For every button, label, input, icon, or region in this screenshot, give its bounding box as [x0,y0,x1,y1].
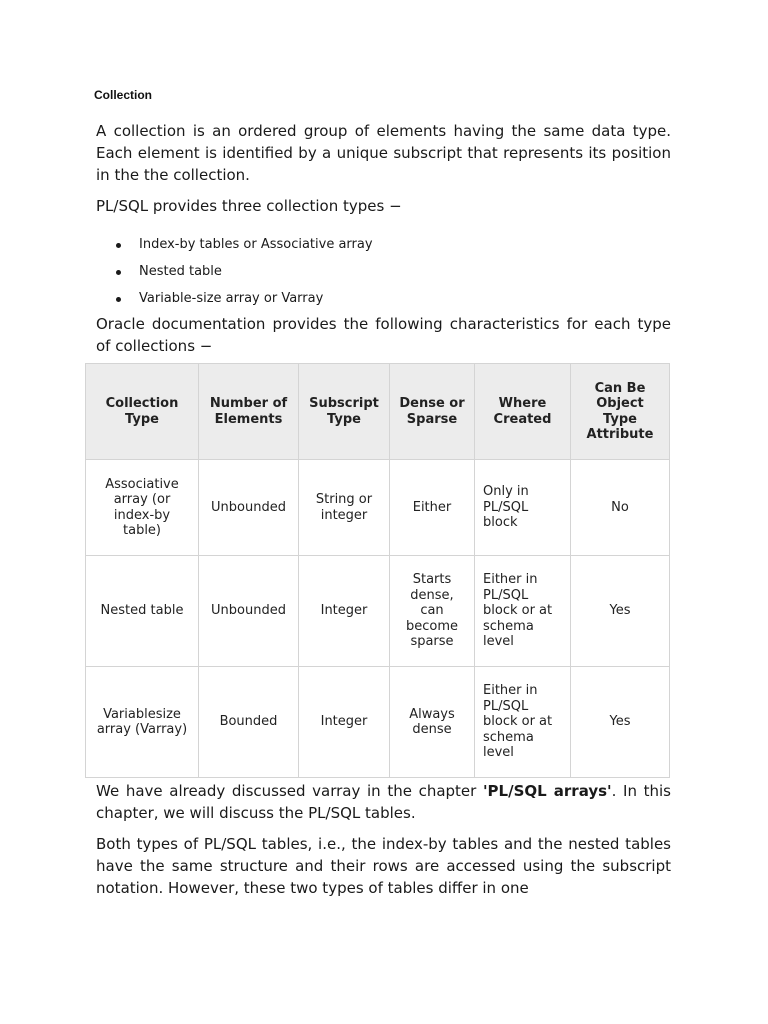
table-cell: Integer [299,556,390,667]
table-cell: Either in PL/SQL block or at schema level [475,667,571,778]
varray-chapter-link-text: 'PL/SQL arrays' [482,782,612,800]
header-collection-type: Collection Type [86,364,199,460]
header-number-of-elements: Number of Elements [199,364,299,460]
table-cell: Either in PL/SQL block or at schema level [475,556,571,667]
table-cell: Either [390,460,475,556]
section-heading: Collection [94,88,153,102]
types-intro-paragraph: PL/SQL provides three collection types − [96,197,402,215]
header-where-created: Where Created [475,364,571,460]
header-subscript-type: Subscript Type [299,364,390,460]
bullet-icon [116,243,121,248]
table-row [86,667,670,778]
table-cell: Nested table [86,556,199,667]
table-cell: Associative array (or index-by table) [86,460,199,556]
list-item [114,289,373,316]
table-cell: Integer [299,667,390,778]
table-cell: Bounded [199,667,299,778]
collection-characteristics-table [85,363,670,778]
bullet-icon [116,270,121,275]
header-object-type-attribute: Can Be Object Type Attribute [571,364,670,460]
table-cell: Starts dense, can become sparse [390,556,475,667]
collection-types-list [114,235,373,316]
table-row [86,556,670,667]
table-header-row [86,364,670,460]
both-types-paragraph: Both types of PL/SQL tables, i.e., the index-by tables and the nested tables have the same structure and their rows are accessed using the subscript notation. However, these two types of tables differ in one [96,835,671,897]
varray-paragraph [96,780,671,824]
table-cell: Yes [571,667,670,778]
list-item [114,262,373,289]
varray-text-after: . In this chapter, we will discuss the PL/SQL tables. [96,782,671,822]
oracle-doc-paragraph: Oracle documentation provides the following characteristics for each type of collections − [96,315,671,355]
table-cell: Only in PL/SQL block [475,460,571,556]
list-item [114,235,373,262]
table-cell: String or integer [299,460,390,556]
table-cell: No [571,460,670,556]
table-cell: Unbounded [199,556,299,667]
table-cell: Unbounded [199,460,299,556]
varray-text-before: We have already discussed varray in the chapter [96,782,483,800]
table-cell: Yes [571,556,670,667]
table-cell: Variablesize array (Varray) [86,667,199,778]
list-item-text: Variable-size array or Varray [139,291,324,306]
table-row [86,460,670,556]
intro-paragraph: A collection is an ordered group of elements having the same data type. Each element is identified by a unique subscript that represents its position in the the collection. [96,122,671,184]
list-item-text: Index-by tables or Associative array [139,237,373,252]
header-dense-or-sparse: Dense or Sparse [390,364,475,460]
table-cell: Always dense [390,667,475,778]
bullet-icon [116,297,121,302]
list-item-text: Nested table [139,264,222,279]
